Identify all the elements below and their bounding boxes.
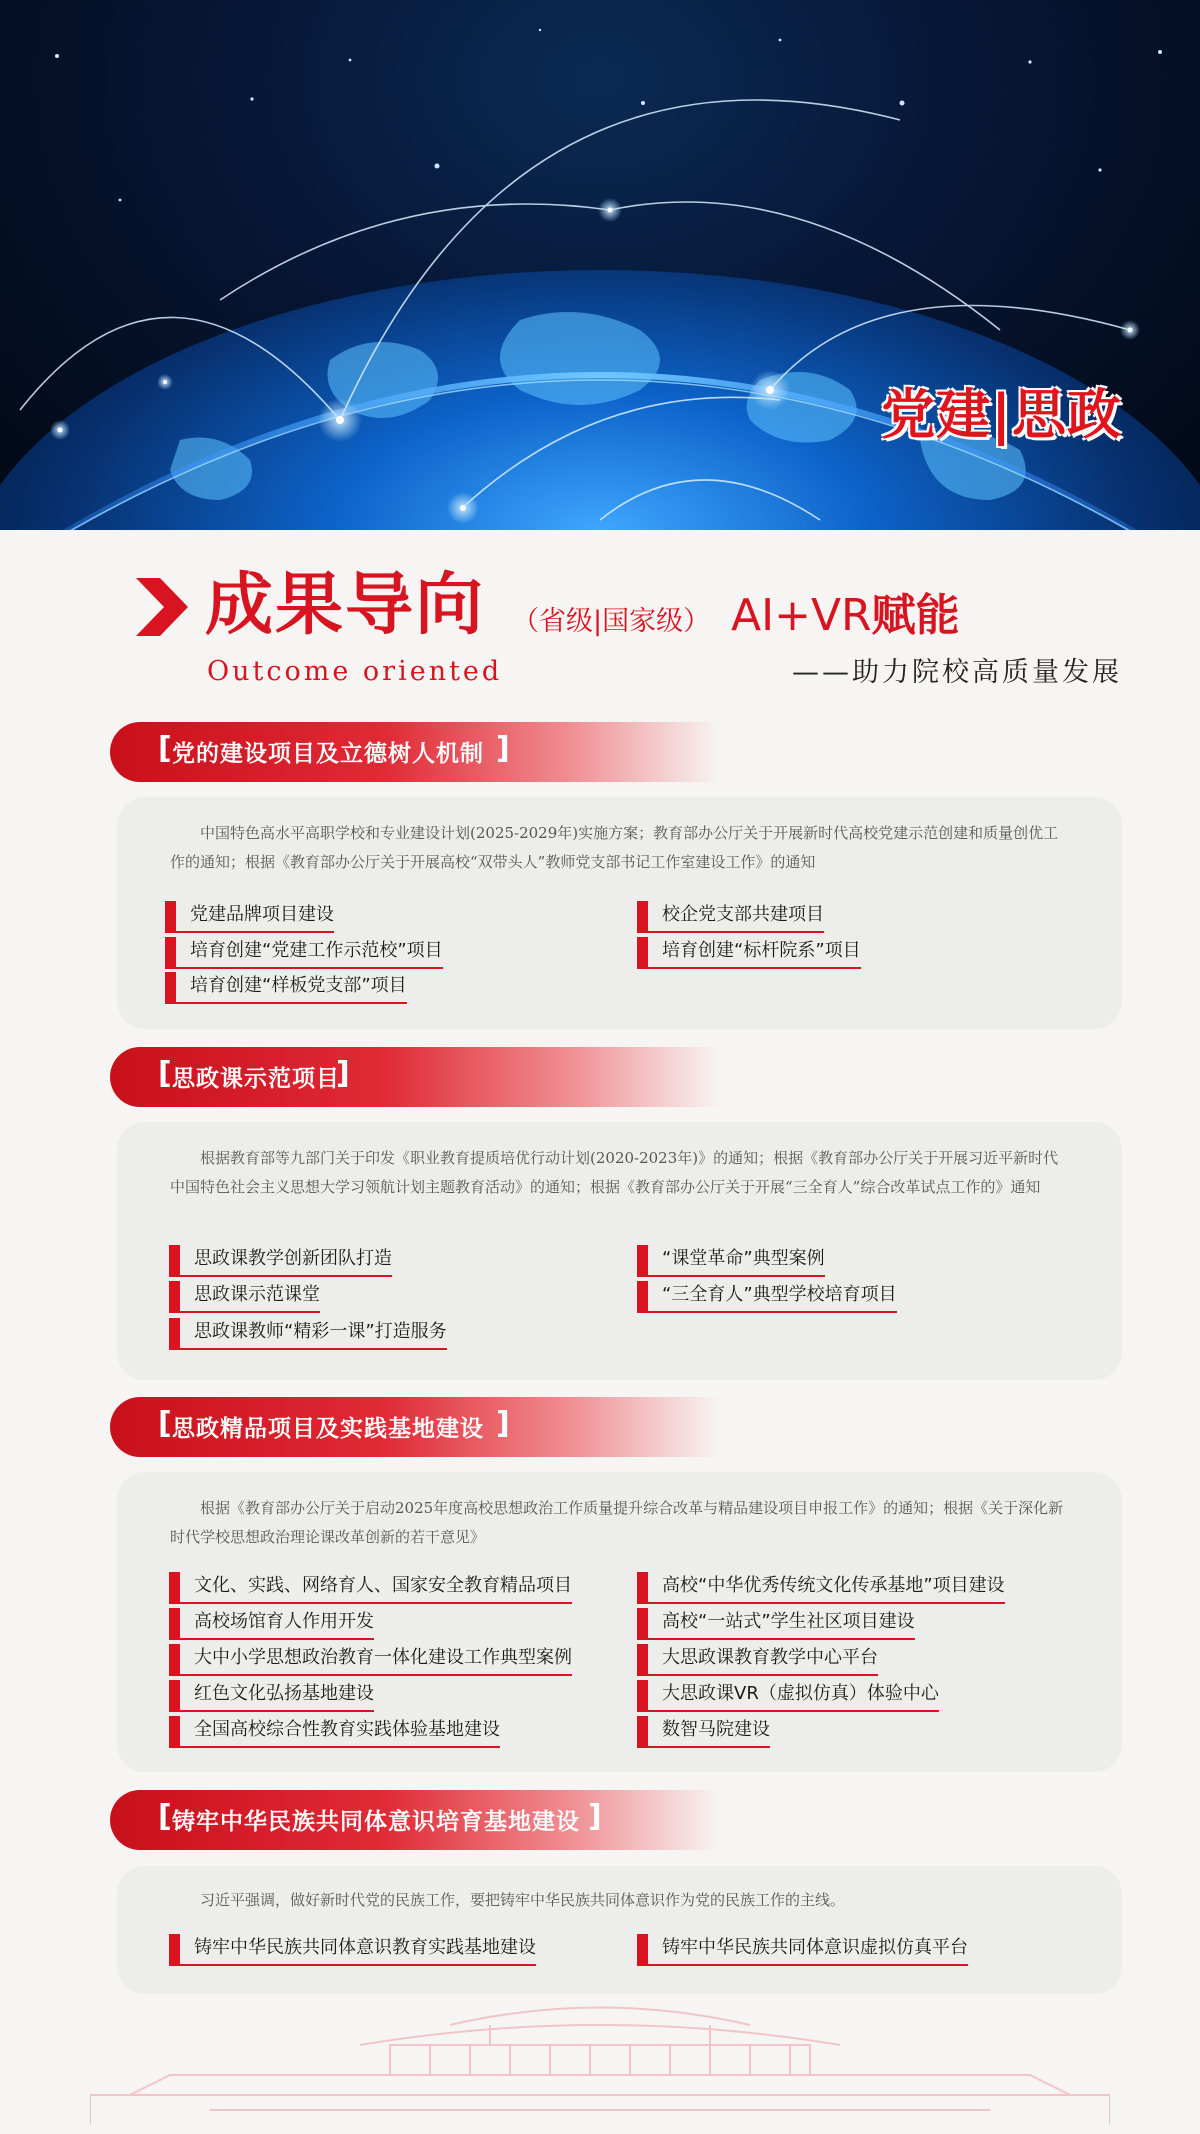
english-subtitle: Outcome oriented	[207, 656, 503, 687]
list-item: 铸牢中华民族共同体意识教育实践基地建设	[169, 1934, 536, 1966]
main-title: 成果导向	[205, 566, 486, 645]
section-card-party-building	[117, 797, 1122, 1029]
section-header-ideology-course: [ 思政课示范项目 ]	[110, 1047, 720, 1107]
list-item: 大思政课教育教学中心平台	[637, 1644, 878, 1676]
section-intro: 根据教育部等九部门关于印发《职业教育提质培优行动计划(2020-2023年)》的通知；根据《教育部办公厅关于开展习近平新时代中国特色社会主义思想大学习领航计划主题教育活动》的通知；根据《教育部办公厅关于开展“三全育人”综合改革试点工作的》通知	[170, 1149, 1059, 1196]
list-item: 全国高校综合性教育实践体验基地建设	[169, 1716, 500, 1748]
section-card-national-unity	[117, 1866, 1122, 1994]
section-intro: 习近平强调，做好新时代党的民族工作，要把铸牢中华民族共同体意识作为党的民族工作的主线。	[200, 1891, 846, 1909]
list-item: 文化、实践、网络育人、国家安全教育精品项目	[169, 1572, 572, 1604]
slogan: ——助力院校高质量发展	[792, 657, 1122, 688]
list-item: 培育创建“样板党支部”项目	[165, 972, 407, 1004]
section-header-practice-base: [ 思政精品项目及实践基地建设 ]	[110, 1397, 720, 1457]
section-title: 思政精品项目及实践基地建设	[172, 1416, 484, 1442]
palace-watermark-illustration	[90, 1985, 1110, 2125]
section-title: 铸牢中华民族共同体意识培育基地建设	[172, 1809, 580, 1835]
level-note: （省级|国家级）	[512, 606, 711, 637]
list-item: “三全育人”典型学校培育项目	[637, 1281, 897, 1313]
section-title: 党的建设项目及立德树人机制	[172, 741, 484, 767]
ai-vr-title	[731, 590, 960, 641]
list-item: 思政课教学创新团队打造	[169, 1245, 392, 1277]
list-item: 大思政课VR（虚拟仿真）体验中心	[637, 1680, 939, 1712]
list-item: 党建品牌项目建设	[165, 901, 334, 933]
section-intro: 中国特色高水平高职学校和专业建设计划(2025-2029年)实施方案；教育部办公厅关于开展新时代高校党建示范创建和质量创优工作的通知；根据《教育部办公厅关于开展高校“双带头人”教师党支部书记工作室建设工作》的通知	[170, 824, 1059, 871]
list-item: 铸牢中华民族共同体意识虚拟仿真平台	[637, 1934, 968, 1966]
section-intro: 根据《教育部办公厅关于启动2025年度高校思想政治工作质量提升综合改革与精品建设项目申报工作》的通知；根据《关于深化新时代学校思想政治理论课改革创新的若干意见》	[170, 1499, 1064, 1546]
earth-network-illustration	[0, 0, 1200, 530]
chevron-right-icon	[136, 578, 188, 636]
ai-vr-suffix: 赋能	[871, 590, 960, 641]
section-card-practice-base	[117, 1472, 1122, 1772]
hero-title: 党建|思政	[881, 383, 1122, 446]
list-item: 红色文化弘扬基地建设	[169, 1680, 374, 1712]
ai-vr-prefix: AI+VR	[731, 590, 872, 641]
list-item: 思政课教师“精彩一课”打造服务	[169, 1318, 447, 1350]
list-item: 培育创建“党建工作示范校”项目	[165, 937, 443, 969]
section-header-national-unity: [ 铸牢中华民族共同体意识培育基地建设 ]	[110, 1790, 720, 1850]
list-item: 高校“中华优秀传统文化传承基地”项目建设	[637, 1572, 1005, 1604]
list-item: 大中小学思想政治教育一体化建设工作典型案例	[169, 1644, 572, 1676]
list-item: “课堂革命”典型案例	[637, 1245, 825, 1277]
list-item: 高校“一站式”学生社区项目建设	[637, 1608, 915, 1640]
list-item: 培育创建“标杆院系”项目	[637, 937, 861, 969]
section-card-ideology-course	[117, 1122, 1122, 1380]
list-item: 高校场馆育人作用开发	[169, 1608, 374, 1640]
list-item: 校企党支部共建项目	[637, 901, 824, 933]
list-item: 数智马院建设	[637, 1716, 770, 1748]
section-title: 思政课示范项目	[172, 1066, 340, 1092]
section-header-party-building: [ 党的建设项目及立德树人机制 ]	[110, 722, 720, 782]
list-item: 思政课示范课堂	[169, 1281, 320, 1313]
hero-banner	[0, 0, 1200, 530]
